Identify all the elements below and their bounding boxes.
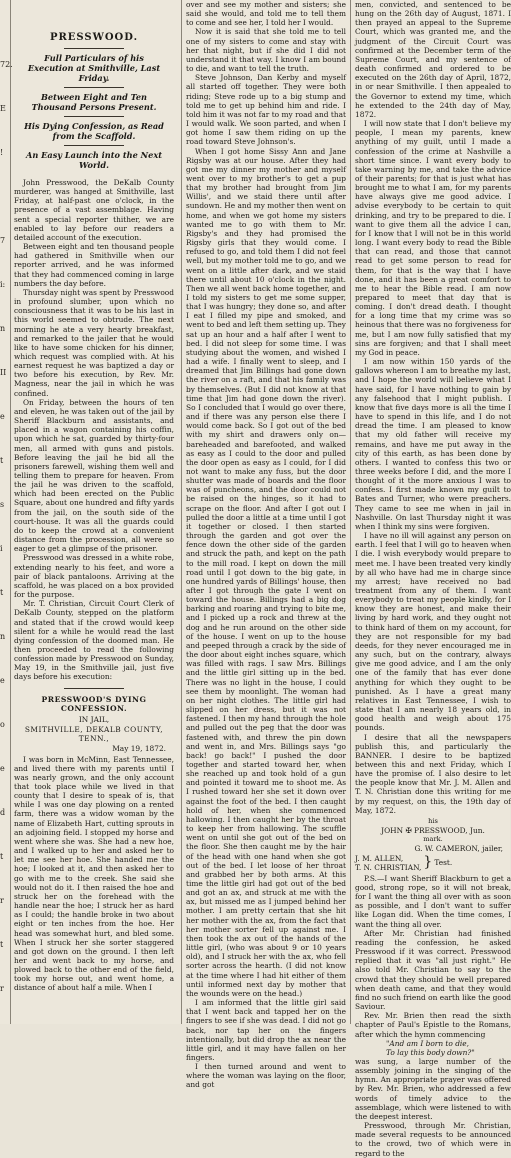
- body-paragraph: Rev. Mr. Brien then read the sixth chapter of Paul's Epistle to the Romans, after which the hymn commencing: [355, 1011, 511, 1039]
- article-deck-3: His Dying Confession, as Read from the Scaffold.: [24, 121, 164, 141]
- body-paragraph: I was born in McMinn, East Tennessee, and lived there with my parents until I was nearly grown, and the only account that took place while we lived in that county that I desire to speak of is, that while I was one day plowing on a rented farm, there was a widow woman by the name of Elizabeth Hart, cutting sprouts in an adjoining field. I stopped my horse and went where she was. She had a new hoe, and I walked up to her and asked her to let me see her hoe. She handed me the hoe; I looked at it, and then asked her to go with me to the creek. She said she would not do it. I then raised the hoe and struck her on the forehead with the handle near the hoe; I struck her as hard as I could; the handle broke in two about eight or ten inches from the hoe. Her head was somewhat hurt, and bled some. When I struck her she sorter staggered and got down on the ground. I then left her and went back to my horse, and plowed back to the other end of the field, took my horse out, and went home, a distance of about half a mile. When I: [14, 754, 174, 993]
- column-2: [181, 0, 346, 1090]
- article-masthead: PRESSWOOD.: [49, 32, 139, 43]
- edge-fragment: s: [0, 500, 5, 509]
- edge-fragment: !: [0, 148, 4, 157]
- divider: [64, 87, 124, 88]
- article-deck-1: Full Particulars of his Execution at Smithville, Last Friday.: [27, 53, 161, 83]
- body-paragraph: On Friday, between the hours of ten and eleven, he was taken out of the jail by Sheriff Blackburn and assistants, and placed in a wagon containing his coffin, upon which he sat, guarded by thirty-four men, all armed with guns and pistols. Before leaving the jail he bid all the prisoners farewell, wishing them well and telling them to prepare for heaven. From the jail he was driven to the scaffold, which had been erected on the Public Square, about one hundred and fifty yards from the jail, on the south side of the court-house. It was all the guards could do to keep the crowd at a convenient distance from the procession, all were so eager to get a glimpse of the prisoner.: [14, 397, 174, 554]
- edge-fragment: E: [0, 104, 6, 113]
- signature-block: [355, 817, 511, 872]
- body-paragraph: I have no ill will against any person on earth. I feel that I will go to heaven when I die. I wish everybody would prepare to meet me. I have been treated very kindly by all who have had me in charge since my arrest; have received no bad treatment from any of them. I want everybody to treat my people kindly, for I know they are honest, and make their living by hard work, and they ought not to think hard of them on my account, for they are not responsible for my bad deeds, for they never encouraged me in any such, but on the contrary, always give me good advice, and I am the only one of the family that has ever done anything for which they ought to be punished. As I have a great many relatives in East Tennessee, I wish to state that I am nearly 18 years old, in good health and weigh about 175 pounds.: [355, 531, 511, 733]
- edge-fragment: r: [0, 984, 4, 993]
- body-paragraph: I am now within 150 yards of the gallows whereon I am to breathe my last, and I hope the world will believe what I have said, for I have nothing to gain by any falsehood that I might publish. I know that five days more is all the time I have to spend in this life, and I do not dread the time. I am pleased to know that my old father will receive my remains, and have me put away in the city of this earth, as has been done by others. I wanted to confess this two or three weeks before I did, and the more I thought of it the more anxious I was to confess. I first made known my guilt to Bates and Turner, who were preachers. They came to see me when in jail in Nashville. On last Thursday night it was when I think my sins were forgiven.: [355, 357, 511, 531]
- body-paragraph: men, convicted, and sentenced to be hung on the 26th day of August, 1871. I then prayed an appeal to the Supreme Court, which was granted me, and the judgment of the Circuit Court was confirmed at the December term of the Supreme Court, and my sentence of death confirmed and ordered to be executed on the 26th day of April, 1872, in or near Smithville. I then appealed to the Governor to extend my time, which he extended to the 24th day of May, 1872.: [355, 0, 511, 119]
- confession-heading: PRESSWOOD'S DYING CONFESSION.: [41, 694, 147, 713]
- body-paragraph: I desire that all the newspapers publish this, and particularly the BANNER. I desire to be baptized between this and next Friday, which I have the promise of. I also desire to let the people know that Mr. J. M. Allen and T. N. Christian done this writing for me by my request, on this, the 19th day of May, 1872.: [355, 732, 511, 815]
- body-paragraph: Between eight and ten thousand people had gathered in Smithville when our reporter arrived, and he was informed that they had commenced coming in large numbers the day before.: [14, 242, 174, 288]
- edge-fragment: n: [0, 632, 6, 641]
- edge-fragment: 72.: [0, 60, 13, 69]
- body-paragraph: Now it is said that she told me to tell one of my sisters to come and stay with her that night, but if she did I did not understand it that way. I know I am bound to die, and want to tell the truth.: [186, 27, 346, 74]
- divider: [64, 688, 124, 689]
- body-paragraph: Presswood, through Mr. Christian, made several requests to be announced to the crowd, two of which were in regard to the: [355, 1121, 511, 1158]
- edge-fragment: e: [0, 764, 5, 773]
- body-paragraph: When I got home Sissy Ann and Jane Rigsby was at our house. After they had got me my dinner my mother and myself went over to my brother's to get a pup that my brother had brought from Jim Willis', and we staid there until after sundown. He and my mother then went on home, and when we got home my sisters wanted me to go with them to Mr. Rigsby's and they had promised the Rigsby girls that they would come. I refused to go, and told them I did not feel well, but my mother told me to go, and we went on a little after dark, and we staid there until about 10 o'clock in the night. Then we all went back home together, and I told my sisters to get me some supper, that I was hungry; they done so, and after I eat I filled my pipe and smoked, and went to bed and left them setting up. They sat up an hour and a half after I went to bed. I did not sleep for some time. I was studying about the women, and wished I had a wife. I finally went to sleep, and I dreamed that Jim Billings had gone down the river on a raft, and that his family was by themselves. (But I did not know at that time that Jim had gone down the river). So I concluded that I would go over there, and if there was any person else there I would come back. So I got out of the bed with my shirt and drawers only on—bareheaded and barefooted, and walked as easy as I could to the door and pulled the door open as easy as I could, for I did not want to make any fuss, but the door shutter was made of boards and the floor was of puncheons, and the door could not be raised on the hinges, so it had to scrape on the floor. And after I got out I pulled the door a little at a time until I got it together or closed. I then started through the garden and got over the fence down the other side of the garden and struck the path, and kept on the path to the mill road. I kept on down the mill road until I got down to the big gate, in one hundred yards of Billings' house, then after I got through the gate I went on toward the house. Billings had a big dog barking and roaring and trying to bite me, and I picked up a rock and threw at the dog and he run around on the other side of the house. I went on up to the house and peeped through a crack by the side of the door about eight inches square, which was filled with rags. I saw Mrs. Billings and the little girl sitting up in the bed. There was no light in the house, I could see them by moonlight. The woman had on her night clothes. The little girl had slipped on her dress, but it was not fastened. I then my hand through the hole and pulled out the peg that the door was fastened with, and threw the pin down and went in, and Mrs. Billings says "go back! go back!" I pushed the door together and started toward her, when she reached up and took hold of a gun and pointed it toward me to shoot me. As I rushed toward her she set it down over against the foot of the bed. I then caught hold of her, when she commenced hallowing. I then caught her by the throat to keep her from hallowing. The scuffle went on until she got out of the bed on the floor. She then caught me by the hair of the head with one hand when she got out of the bed. I let loose of her throat and grabbed her by both arms. At this time the little girl had got out of the bed and got an ax, and struck at me with the ax, but missed me as I jumped behind her mother. I am pretty certain that she hit her mother with the ax, from the fact that her mother sorter fell up against me. I then took the ax out of the hands of the little girl, (who was about 9 or 10 years old), and I struck her with the ax, who fell sorter across the hearth. (I did not know at the time where I had hit either of them until informed next day by mother that the wounds were on the head.): [186, 146, 346, 998]
- witness-2: T. N. CHRISTIAN,: [355, 862, 422, 872]
- edge-fragment: n: [0, 324, 6, 333]
- edge-fragment: d: [0, 808, 6, 817]
- edge-fragment: II: [0, 368, 7, 377]
- jailer-signature: G. W. CAMERON, jailer,: [414, 844, 503, 854]
- edge-fragment: e: [0, 412, 5, 421]
- column-3: [350, 0, 511, 1158]
- divider: [64, 145, 124, 146]
- edge-fragment: t: [0, 852, 4, 861]
- edge-fragment: o: [0, 720, 5, 729]
- witness-label: Test.: [434, 858, 453, 868]
- confession-place: IN JAIL,: [78, 714, 110, 724]
- edge-fragment: e: [0, 676, 5, 685]
- body-paragraph: Presswood was dressed in a white robe, extending nearly to his feet, and wore a pair of black pantaloons. Arriving at the scaffold, he was placed on a box provided for the purpose.: [14, 553, 174, 600]
- witness-block: [355, 854, 511, 872]
- body-paragraph: John Presswood, the DeKalb County murderer, was hanged at Smithville, last Friday, at half-past one o'clock, in the presence of a vast assemblage. Having sent a special reporter thither, we are enabled to lay before our readers a detailed account of the execution.: [14, 178, 174, 242]
- body-paragraph: Mr. T. Christian, Circuit Court Clerk of DeKalb County, stepped on the platform and stated that if the crowd would keep silent for a while he would read the last dying confession of the doomed man. He then proceeded to read the following confession made by Presswood on Sunday, May 19, in the Smithville jail, just five days before his execution:: [14, 599, 174, 682]
- body-paragraph: After Mr. Christian had finished reading the confession, he asked Presswood if it was correct. Presswood replied that it was "all just right." He also told Mr. Christian to say to the crowd that they should be well prepared when death came, and that they would find no such friend on earth like the good Saviour.: [355, 928, 511, 1012]
- edge-fragment: t: [0, 456, 4, 465]
- article-deck-2: Between Eight and Ten Thousand Persons Present.: [31, 92, 157, 112]
- signature-his: his: [428, 816, 438, 825]
- signature-name: JOHN ✠ PRESSWOOD, Jun.: [381, 826, 485, 836]
- edge-fragment: t: [0, 940, 4, 949]
- article-deck-4: An Easy Launch into the Next World.: [26, 150, 162, 170]
- edge-fragment: r: [0, 896, 4, 905]
- edge-fragment: 7: [0, 236, 6, 245]
- column-1: [14, 0, 174, 1024]
- witness-brace: }: [423, 854, 433, 871]
- edge-fragment: i:: [0, 280, 6, 289]
- body-paragraph: I then turned around and went to where the woman was laying on the floor, and got: [186, 1062, 346, 1090]
- witness-1: J. M. ALLEN,: [355, 853, 404, 863]
- body-paragraph: over and see my mother and sisters; she said she would, and told me to tell them to come and see her, I told her I would.: [186, 0, 346, 28]
- body-paragraph: was sung, a large number of the assembly joining in the singing of the hymn. An appropriate prayer was offered by Rev. Mr. Brien, who addressed a few words of timely advice to the assemblage, which were listened to with the deepest interest.: [355, 1056, 511, 1121]
- hymn-line: "And am I born to die,: [386, 1038, 470, 1048]
- edge-fragment: t: [0, 588, 4, 597]
- divider: [64, 48, 124, 49]
- confession-date: May 19, 1872.: [112, 744, 166, 754]
- body-paragraph: Thursday night was spent by Presswood in profound slumber, upon which no consciousness that it was to be his last in this world seemed to obtrude. The next morning he ate a very hearty breakfast, and remarked to the jailer that he would like to have some chicken for his dinner, which request was complied with. At his earnest request he was baptized a day or two before his execution, by Rev. Mr. Magness, near the jail in which he was confined.: [14, 287, 174, 398]
- left-edge-column-fragment: [0, 0, 11, 1024]
- divider: [64, 116, 124, 117]
- body-paragraph: P.S.—I want Sheriff Blackburn to get a good, strong rope, so it will not break, for I want the thing all over with as soon as possible, and I don't want to suffer like Logan did. When the time comes, I want the thing all over.: [355, 873, 511, 929]
- body-paragraph: I am informed that the little girl said that I went back and tapped her on the fingers to see if she was dead. I did not go back, nor tap her on the fingers intentionally, but did drop the ax near the little girl, and it may have fallen on her fingers.: [186, 998, 346, 1062]
- signature-mark: mark.: [423, 835, 443, 844]
- confession-location: SMITHVILLE, DEKALB COUNTY, TENN.,: [24, 725, 164, 744]
- body-paragraph: Steve Johnson, Dan Kerby and myself all started off together. They were both riding; Steve rode up to a big stump and told me to get up behind him and ride. I told him it was not far to my road and that I would walk. We soon parted, and when I got home I saw them riding on up the road toward Steve Johnson's.: [186, 73, 346, 147]
- body-paragraph: I will now state that I don't believe my people, I mean my parents, knew anything of my guilt, until I made a confession of the crime at Nashville a short time since. I want every body to take warning by me, and take the advice of their parents; for that is just what has brought me to what I am, for my parents have always give me good advice. I advise everybody to be certain to quit drinking, and try to be prepared to die. I want to give them all the advice I can, for I know that I will not be in this world long. I want every body to read the Bible that can read, and those that cannot read to get some person to read for them, for that is the way that I have done, and it has been a great comfort to me to hear the Bible read. I am now prepared to meet that day that is coming. I don't dread death. I thought for a long time that my crime was so heinous that there was no forgiveness for me, but I am now fully satisfied that my sins are forgiven; and that I shall meet my God in peace.: [355, 119, 511, 357]
- edge-fragment: i: [0, 544, 3, 553]
- hymn-line: To lay this body down?": [386, 1047, 475, 1057]
